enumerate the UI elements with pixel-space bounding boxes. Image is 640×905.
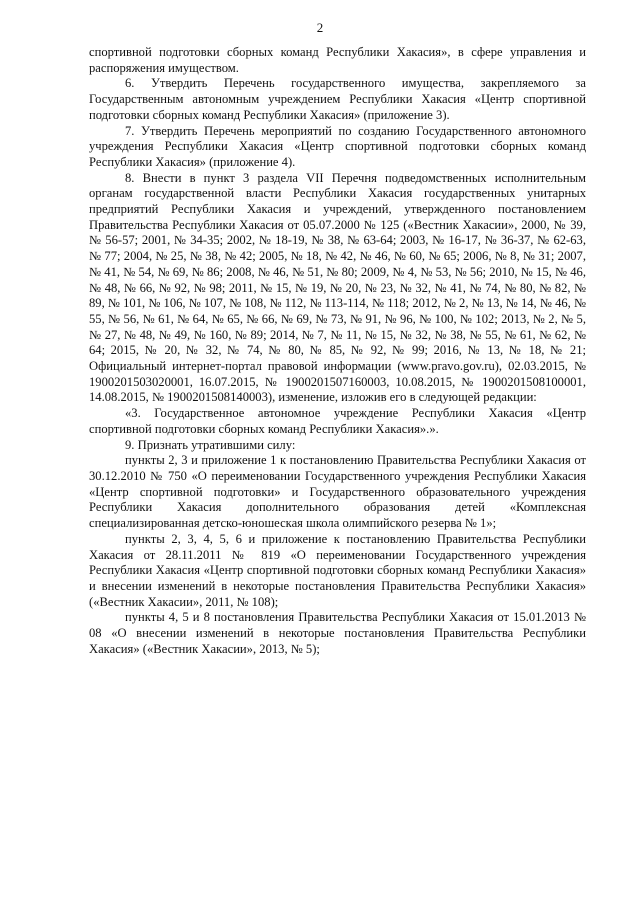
paragraph-repeal-2: пункты 2, 3, 4, 5, 6 и приложение к постановлению Правительства Республики Хакасия от 28.11.2011 № 819 «О переименовании Государственного учреждения Республики Хакасия «Центр спортивной подготовки сборных команд Республики Хакасия» и внесении изменений в некоторые постановления Правительства Республики Хакасия» («Вестник Хакасии», 2011, № 108);: [89, 531, 586, 609]
paragraph-item-7: 7. Утвердить Перечень мероприятий по созданию Государственного автономного учреждения Республики Хакасия «Центр спортивной подготовки сборных команд Республики Хакасия» (приложение 4).: [89, 123, 586, 169]
paragraph-item-6: 6. Утвердить Перечень государственного имущества, закрепляемого за Государственным автономным учреждением Республики Хакасия «Центр спортивной подготовки сборных команд Республики Хакасия» (приложение 3).: [89, 76, 586, 122]
paragraph-repeal-1: пункты 2, 3 и приложение 1 к постановлению Правительства Республики Хакасия от 30.12.2010 № 750 «О переименовании Государственного учреждения Республики Хакасия «Центр спортивной подготовки» и Государственного образовательного учреждения Республики Хакасия дополнительного образования детей «Комплексная специализированная детско-юношеская школа олимпийского резерва № 1»;: [89, 453, 586, 531]
paragraph-item-9: 9. Признать утратившими силу:: [125, 437, 296, 452]
document-body: [89, 45, 586, 657]
paragraph-new-wording: «3. Государственное автономное учреждение Республики Хакасия «Центр спортивной подготовки сборных команд Республики Хакасия».».: [89, 406, 586, 436]
page-number: 2: [316, 20, 324, 35]
paragraph-continuation: спортивной подготовки сборных команд Республики Хакасия», в сфере управления и распоряжения имуществом.: [89, 45, 586, 75]
paragraph-repeal-3: пункты 4, 5 и 8 постановления Правительства Республики Хакасия от 15.01.2013 № 08 «О внесении изменений в некоторые постановления Правительства Республики Хакасия» («Вестник Хакасии», 2013, № 5);: [89, 610, 586, 656]
paragraph-item-8: 8. Внести в пункт 3 раздела VII Перечня подведомственных исполнительным органам государственной власти Республики Хакасия государственных унитарных предприятий Республики Хакасия и учреждений, утвержденного постановлением Правительства Республики Хакасия от 05.07.2000 № 125 («Вестник Хакасии», 2000, № 39, № 56-57; 2001, № 34-35; 2002, № 18-19, № 38, № 63-64; 2003, № 16-17, № 36-37, № 62-63, № 77; 2004, № 25, № 38, № 42; 2005, № 18, № 42, № 46, № 60, № 65; 2006, № 8, № 31; 2007, № 41, № 54, № 69, № 86; 2008, № 46, № 51, № 80; 2009, № 4, № 53, № 56; 2010, № 15, № 46, № 48, № 66, № 92, № 98; 2011, № 15, № 19, № 20, № 23, № 32, № 41, № 74, № 80, № 82, № 89, № 101, № 106, № 107, № 108, № 112, № 113-114, № 118; 2012, № 2, № 13, № 14, № 46, № 55, № 56, № 61, № 64, № 65, № 66, № 69, № 73, № 91, № 96, № 100, № 102; 2013, № 2, № 5, № 27, № 48, № 49, № 160, № 89; 2014, № 7, № 11, № 15, № 32, № 38, № 55, № 61, № 62, № 64; 2015, № 20, № 32, № 74, № 80, № 85, № 92, № 99; 2016, № 13, № 18, № 21; Официальный интернет-портал правовой информации (www.pravo.gov.ru), 02.03.2015, № 1900201503020001, 16.07.2015, № 1900201507160003, 10.08.2015, № 1900201508100001, 14.08.2015, № 1900201508140003), изменение, изложив его в следующей редакции:: [89, 170, 586, 405]
